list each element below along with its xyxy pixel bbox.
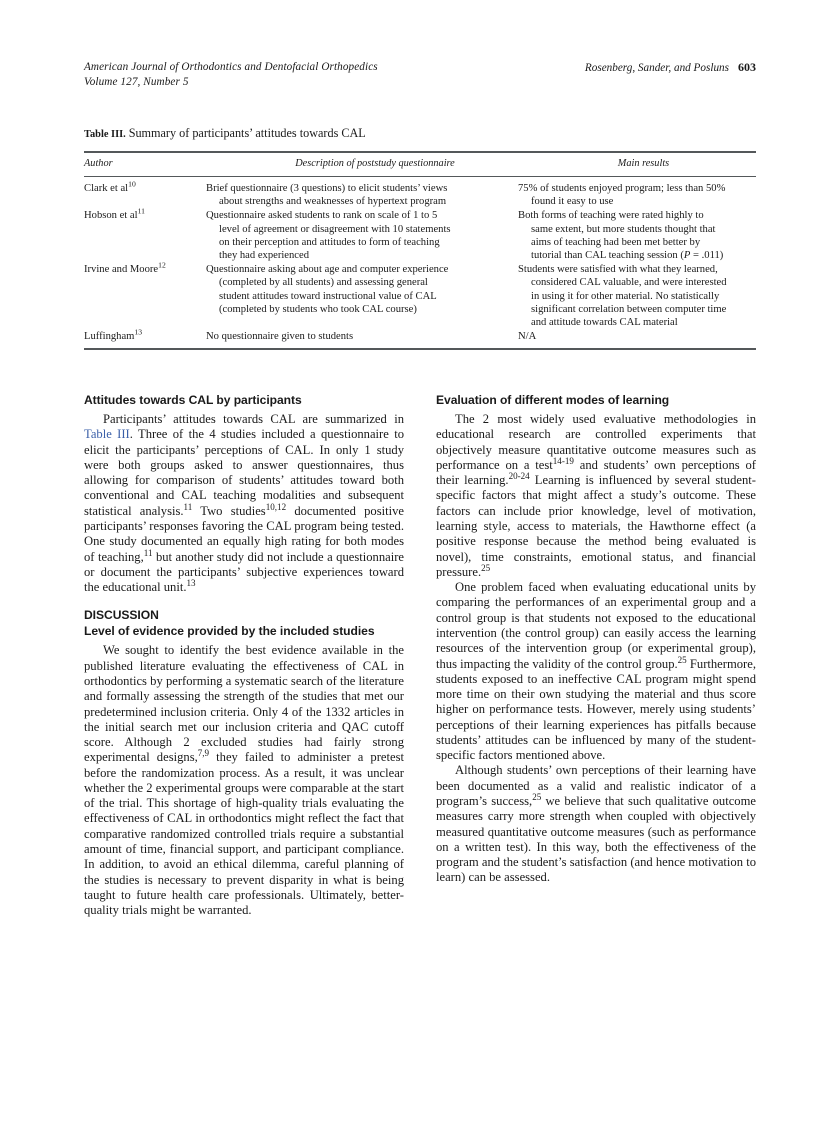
results-line: Both forms of teaching were rated highly to	[518, 210, 704, 222]
table-header-row	[84, 153, 756, 176]
reference-25c: 25	[532, 791, 542, 802]
table-body-grid	[84, 177, 756, 348]
running-head-authors: Rosenberg, Sander, and Posluns	[584, 62, 729, 74]
heading-discussion: DISCUSSION	[84, 608, 159, 623]
description-line: (completed by students who took CAL course)	[219, 303, 417, 315]
reference-14-19: 14-19	[552, 455, 574, 466]
table-title: Summary of participants’ attitudes towards CAL	[128, 126, 366, 140]
evaluation-text-2: and students’ own perceptions of their learning.	[436, 457, 756, 488]
table-row	[84, 209, 756, 263]
paragraph-attitudes	[84, 412, 404, 595]
reference-20-24: 20-24	[508, 470, 530, 481]
author-name: Luffingham	[84, 331, 135, 343]
cell-results	[518, 177, 756, 209]
cell-results	[518, 330, 756, 349]
heading-level-of-evidence: Level of evidence provided by the included studies	[84, 624, 375, 639]
results-line: aims of teaching had been met better by	[531, 236, 701, 248]
evaluation-text-6: Although students’ own perceptions of their learning have been documented as a valid and realistic indicator of a program’s success,	[436, 763, 756, 809]
cell-author	[84, 206, 219, 263]
evaluation-text-7: we believe that such qualitative outcome measures carry more strength when coupled with objectively measured quantitative outcome measures (such as performance on a written test). In this way, both the effectiveness of the program and the student’s satisfaction (and hence motivation to learn) can be assessed.	[436, 794, 756, 885]
results-line: in using it for other material. No statistically	[531, 290, 720, 302]
attitudes-text-5: but another study did not include a questionnaire or document the participants’ subjective experiences toward the educational unit.	[84, 549, 404, 595]
results-line: same extent, but more students thought that	[531, 223, 716, 235]
author-reference: 11	[137, 206, 145, 216]
cell-results	[518, 263, 756, 330]
evaluation-text-3: Learning is influenced by several student-specific factors that might affect a study’s outcome. These factors can include prior knowledge, level of motivation, learning style, access to materials, the Hawthorne effect (a positive response because the method being evaluated is novel), time constraints, emotional status, and financial pressure.	[436, 473, 756, 579]
description-line: (completed by all students) and assessing general	[219, 277, 428, 289]
results-line: found it easy to use	[531, 196, 614, 208]
description-line: Questionnaire asking about age and computer experience	[206, 264, 449, 276]
paragraph-discussion	[84, 643, 404, 918]
reference-25b: 25	[677, 654, 687, 665]
paragraph-evaluation-3	[436, 763, 756, 885]
results-line: considered CAL valuable, and were interested	[531, 277, 727, 289]
reference-7-9: 7,9	[197, 748, 210, 759]
results-line: significant correlation between computer time	[531, 303, 727, 315]
running-head-authors-page	[585, 60, 756, 76]
table-caption	[84, 126, 756, 142]
results-line: Students were satisfied with what they learned,	[518, 264, 718, 276]
description-line: Questionnaire asked students to rank on scale of 1 to 5	[206, 210, 438, 222]
results-line: 75% of students enjoyed program; less than 50%	[518, 183, 726, 194]
description-line: they had experienced	[219, 250, 310, 262]
cell-description	[206, 263, 531, 330]
page-number: 603	[738, 60, 756, 74]
results-line-p-value: tutorial than CAL teaching session (P = .011)	[531, 250, 724, 262]
author-name: Clark et al	[84, 183, 129, 194]
description-line: Brief questionnaire (3 questions) to elicit students’ views	[206, 183, 448, 194]
attitudes-text-2: . Three of the 4 studies included a questionnaire to elicit the participants’ perceptions of CAL. In only 1 study were both groups asked to answer questionnaires, thus allowing for comparison of students’ attitudes toward both conventional and CAL teaching modalities and subsequent statistical analysis.	[84, 427, 404, 518]
cell-author	[84, 327, 219, 349]
author-reference: 12	[158, 260, 166, 270]
description-line: No questionnaire given to students	[206, 331, 354, 343]
column-header-author: Author	[84, 158, 113, 169]
description-line: on their perception and attitudes to form of teaching	[219, 236, 440, 248]
table-grid	[84, 153, 756, 176]
description-line: student attitudes toward instructional value of CAL	[219, 290, 437, 302]
author-name: Hobson et al	[84, 210, 138, 222]
results-line: N/A	[518, 331, 537, 343]
description-line: level of agreement or disagreement with 10 statements	[219, 223, 451, 235]
right-column	[436, 393, 756, 918]
paragraph-evaluation-2	[436, 580, 756, 763]
heading-evaluation-modes-learning: Evaluation of different modes of learning	[436, 393, 670, 407]
table-bottom-rule	[84, 348, 756, 350]
discussion-text-2: they failed to administer a pretest before the randomization process. As a result, it was unclear whether the 2 experimental groups were comparable at the start of the trial. This shortage of high-quality trials evaluating the effectiveness of CAL in orthodontics might reflect the fact that comparative randomized controlled trials require a substantial amount of time, financial support, and participant compliance. In addition, to avoid an ethical dilemma, careful planning of the studies is necessary to prevent disparity in what is being taught to future health care professionals. Ultimately, better-quality trials might be warranted.	[84, 750, 404, 918]
cell-description	[206, 209, 531, 263]
left-column	[84, 393, 404, 918]
table-label: Table III.	[84, 129, 126, 140]
running-head-journal	[84, 60, 378, 90]
reference-11b: 11	[143, 547, 153, 558]
evaluation-text-1: The 2 most widely used evaluative methodologies in educational research are controlled experiments that objectively measure quantitative outcome measures such as performance on a test	[436, 412, 756, 472]
evaluation-text-4: One problem faced when evaluating educational units by comparing the performances of an experimental group and a control group is that students not exposed to the educational intervention (the control group) can easily access the learning resources of the intervention group (or experimental group), thus impacting the validity of the control group.	[436, 580, 756, 671]
table-head	[84, 153, 756, 176]
table-iii	[84, 126, 756, 350]
journal-title: American Journal of Orthodontics and Dentofacial Orthopedics	[84, 61, 378, 73]
body-columns	[84, 393, 756, 918]
reference-11: 11	[183, 501, 193, 512]
evaluation-text-5: Furthermore, students exposed to an ineffective CAL program might spend more time on their own studying the material and thus score higher on performance tests. However, merely using students’ perceptions of their learning experiences has pitfalls because students’ attitudes can be influenced by many of the student-specific factors mentioned above.	[436, 656, 756, 763]
table-row	[84, 177, 756, 209]
author-reference: 10	[128, 179, 136, 189]
attitudes-text-4: documented positive participants’ responses favoring the CAL program being tested. One study documented an equally high rating for both modes of teaching,	[84, 503, 404, 564]
attitudes-text-1: Participants’ attitudes towards CAL are summarized in	[103, 412, 404, 426]
paragraph-evaluation-1	[436, 412, 756, 580]
reference-10-12: 10,12	[265, 501, 287, 512]
cell-description	[206, 177, 531, 209]
results-line: and attitude towards CAL material	[531, 317, 678, 329]
author-reference: 13	[134, 327, 143, 337]
table-body	[84, 177, 756, 348]
author-name: Irvine and Moore	[84, 264, 159, 276]
attitudes-text-3: Two studies	[192, 503, 266, 518]
table-iii-link[interactable]: Table III	[84, 427, 130, 442]
column-header-results: Main results	[617, 158, 670, 169]
journal-volume: Volume 127, Number 5	[84, 76, 189, 88]
description-line: about strengths and weaknesses of hypertext program	[219, 196, 447, 208]
table-row	[84, 330, 756, 349]
cell-description	[206, 330, 531, 349]
discussion-text-1: We sought to identify the best evidence available in the published literature evaluating the effectiveness of CAL in orthodontics by performing a systematic search of the literature and formally assessing the strength of the studies that met our predetermined inclusion criteria. Only 4 of the 1332 articles in the initial search met our inclusion criteria and QAC cutoff score. Although 2 excluded studies had fairly strong experimental designs,	[84, 643, 404, 765]
cell-author	[84, 177, 219, 209]
reference-13: 13	[186, 577, 196, 588]
heading-attitudes-towards-cal: Attitudes towards CAL by participants	[84, 393, 302, 407]
table-row	[84, 263, 756, 330]
reference-25a: 25	[481, 562, 491, 573]
running-head	[84, 60, 756, 90]
cell-results	[518, 209, 756, 263]
cell-author	[84, 260, 219, 330]
column-header-description: Description of poststudy questionnaire	[295, 158, 455, 169]
